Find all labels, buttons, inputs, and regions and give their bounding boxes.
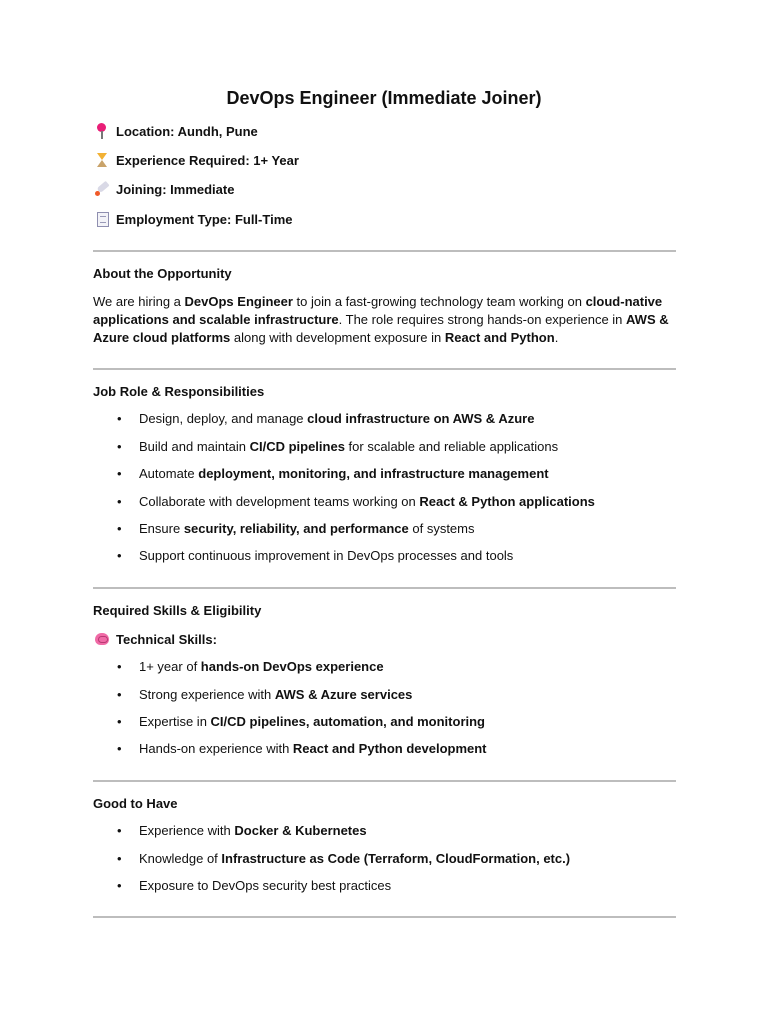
- pin-icon: [94, 123, 110, 139]
- responsibilities-heading: Job Role & Responsibilities: [93, 384, 265, 399]
- page-title: DevOps Engineer (Immediate Joiner): [226, 88, 542, 108]
- bullet: •: [117, 878, 122, 893]
- meta-location-text: Location: Aundh, Pune: [116, 124, 258, 139]
- bullet: •: [117, 466, 122, 481]
- hourglass-icon: [94, 152, 110, 168]
- bullet: •: [117, 439, 122, 454]
- bullet: •: [117, 687, 122, 702]
- divider: [93, 250, 676, 252]
- meta-experience: [94, 151, 694, 171]
- meta-experience-text: Experience Required: 1+ Year: [116, 153, 299, 168]
- meta-employment-text: Employment Type: Full-Time: [116, 212, 293, 227]
- rocket-icon: [94, 181, 110, 197]
- meta-joining: [94, 180, 694, 200]
- job-post-page: DevOps Engineer (Immediate Joiner) Location: Aundh, Pune Experience Required: 1+ Year Joining: Immediate Employment Type: Full-Time About the Opportunity We are hiring a DevOps Engineer to join a fast-growing technology team working on cloud-native applications and scalable infrastructure. The role requires strong hands-on experience in AWS & Azure cloud platforms along with development exposure in React and Python. Job Role & Responsibilities • Design, deploy, and manage cloud infrastructure on AWS & Azure • Build and maintain CI/CD pipelines for scalable and reliable applications • Automate deployment, monitoring, and infrastructure management • Collaborate with development teams working on React & Python applications • Ensure security, reliability, and performance of systems • Support continuous improvement in DevOps processes and tools Required Skills & Eligibility Technical Skills: • 1+ year of hands-on DevOps experience • Strong experience with AWS & Azure services • Expertise in CI/CD pipelines, automation, and monitoring • Hands-on experience with React and Python development Good to Have • Experience with Docker & Kubernetes • Knowledge of Infrastructure as Code (Terraform, CloudFormation, etc.) • Exposure to DevOps security best practices: [0, 0, 768, 1024]
- divider: [93, 368, 676, 370]
- about-heading: About the Opportunity: [93, 266, 232, 281]
- about-paragraph: We are hiring a DevOps Engineer to join a fast-growing technology team working on cloud-native applications and scalable infrastructure. The role requires strong hands-on experience in AWS & Azure cloud platforms along with development exposure in React and Python.: [93, 294, 669, 345]
- document-icon: [94, 211, 110, 227]
- divider: [93, 780, 676, 782]
- meta-location: [94, 122, 694, 142]
- bullet: •: [117, 714, 122, 729]
- bullet: •: [117, 521, 122, 536]
- divider: [93, 916, 676, 918]
- bullet: •: [117, 741, 122, 756]
- bullet: •: [117, 548, 122, 563]
- bullet: •: [117, 659, 122, 674]
- bullet: •: [117, 851, 122, 866]
- meta-joining-text: Joining: Immediate: [116, 182, 235, 197]
- good-to-have-heading: Good to Have: [93, 796, 178, 811]
- bullet: •: [117, 411, 122, 426]
- divider: [93, 587, 676, 589]
- technical-skills-label: [94, 630, 694, 650]
- bullet: •: [117, 823, 122, 838]
- bullet: •: [117, 494, 122, 509]
- technical-skills-text: Technical Skills:: [116, 632, 217, 647]
- meta-employment-type: [94, 210, 694, 230]
- brain-icon: [94, 631, 110, 647]
- skills-heading: Required Skills & Eligibility: [93, 603, 262, 618]
